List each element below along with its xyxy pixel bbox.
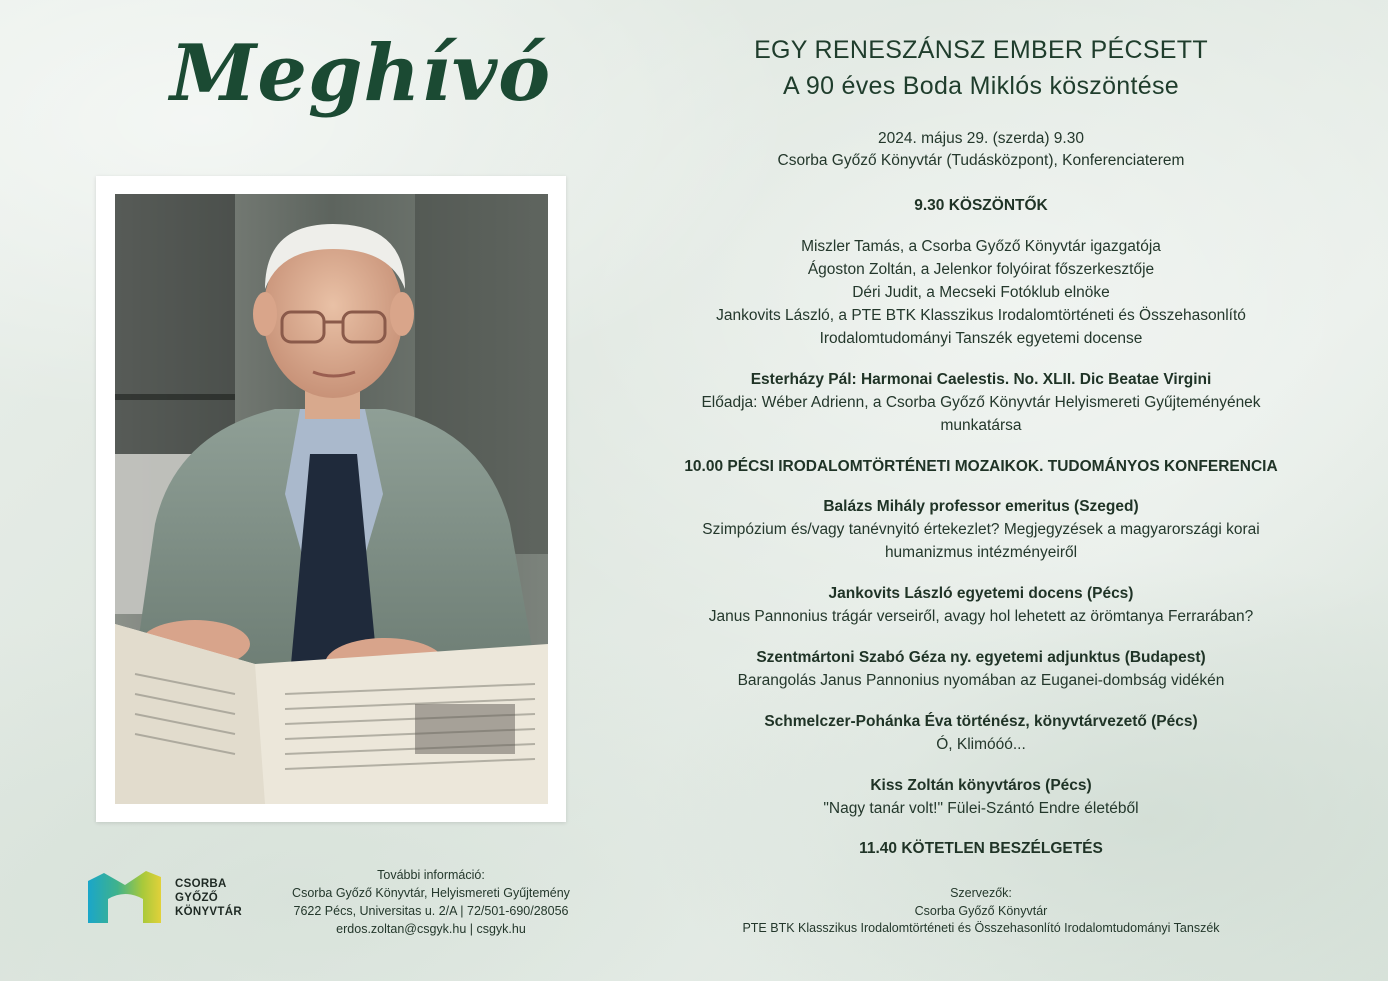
greeting-line: Ágoston Zoltán, a Jelenkor folyóirat főszerkesztője — [807, 261, 1155, 278]
talk-speaker: Szentmártoni Szabó Géza ny. egyetemi adjunktus (Budapest) — [756, 649, 1206, 666]
library-logo-icon — [88, 869, 163, 925]
greeting-line: Irodalomtudományi Tanszék egyetemi docense — [819, 330, 1143, 347]
organizer-line: Csorba Győző Könyvtár — [914, 904, 1048, 918]
info-line: 7622 Pécs, Universitas u. 2/A | 72/501-690/28056 — [293, 904, 569, 918]
talk-title: Szimpózium és/vagy tanévnyitó értekezlet? Megjegyzések a magyarországi korai — [702, 521, 1260, 538]
event-date: 2024. május 29. (szerda) 9.30 — [878, 130, 1084, 147]
info-contact-links[interactable]: erdos.zoltan@csgyk.hu | csgyk.hu — [336, 922, 526, 936]
talk-title: Janus Pannonius trágár verseiről, avagy hol lehetett az örömtanya Ferrarában? — [708, 608, 1254, 625]
talk-speaker: Schmelczer-Pohánka Éva történész, könyvtárvezető (Pécs) — [764, 713, 1198, 730]
invitation-title: Meghívó — [170, 28, 552, 119]
talk-speaker: Jankovits László egyetemi docens (Pécs) — [828, 585, 1134, 602]
talk-title: Ó, Klimóóó... — [936, 736, 1026, 753]
greeting-line: Déri Judit, a Mecseki Fotóklub elnöke — [852, 284, 1110, 301]
info-line: Csorba Győző Könyvtár, Helyismereti Gyűjtemény — [292, 886, 570, 900]
greetings-heading: 9.30 KÖSZÖNTŐK — [914, 197, 1048, 214]
greeting-line: Jankovits László, a PTE BTK Klasszikus Irodalomtörténeti és Összehasonlító — [716, 307, 1246, 324]
music-performer: Előadja: Wéber Adrienn, a Csorba Győző Könyvtár Helyismereti Gyűjteményének — [701, 394, 1261, 411]
talk-title: Barangolás Janus Pannonius nyomában az Euganei-dombság vidékén — [737, 672, 1225, 689]
closing-heading: 11.40 KÖTETLEN BESZÉLGETÉS — [859, 840, 1103, 857]
talk-speaker: Kiss Zoltán könyvtáros (Pécs) — [870, 777, 1092, 794]
organizer-line: PTE BTK Klasszikus Irodalomtörténeti és Összehasonlító Irodalomtudományi Tanszék — [742, 921, 1220, 935]
talk-title: humanizmus intézményeiről — [884, 544, 1078, 561]
greeting-line: Miszler Tamás, a Csorba Győző Könyvtár igazgatója — [801, 238, 1161, 255]
library-logo — [88, 869, 248, 925]
photo-frame — [96, 176, 566, 822]
portrait-photo — [115, 194, 548, 804]
library-logo-text: CSORBA GYŐZŐ KÖNYVTÁR — [175, 878, 242, 918]
event-title: EGY RENESZÁNSZ EMBER PÉCSETT — [754, 36, 1208, 64]
organizers-label: Szervezők: — [950, 886, 1012, 900]
event-venue: Csorba Győző Könyvtár (Tudásközpont), Konferenciaterem — [777, 152, 1185, 169]
event-subtitle: A 90 éves Boda Miklós köszöntése — [783, 72, 1179, 100]
info-label: További információ: — [377, 868, 485, 882]
music-title: Esterházy Pál: Harmonai Caelestis. No. XLII. Dic Beatae Virgini — [750, 371, 1212, 388]
contact-info — [270, 866, 592, 938]
portrait-illustration — [115, 194, 548, 804]
music-performer: munkatársa — [940, 417, 1022, 434]
conference-heading: 10.00 PÉCSI IRODALOMTÖRTÉNETI MOZAIKOK. TUDOMÁNYOS KONFERENCIA — [684, 458, 1278, 475]
talk-title: "Nagy tanár volt!" Fülei-Szántó Endre életéből — [823, 800, 1139, 817]
talk-speaker: Balázs Mihály professor emeritus (Szeged) — [823, 498, 1139, 515]
